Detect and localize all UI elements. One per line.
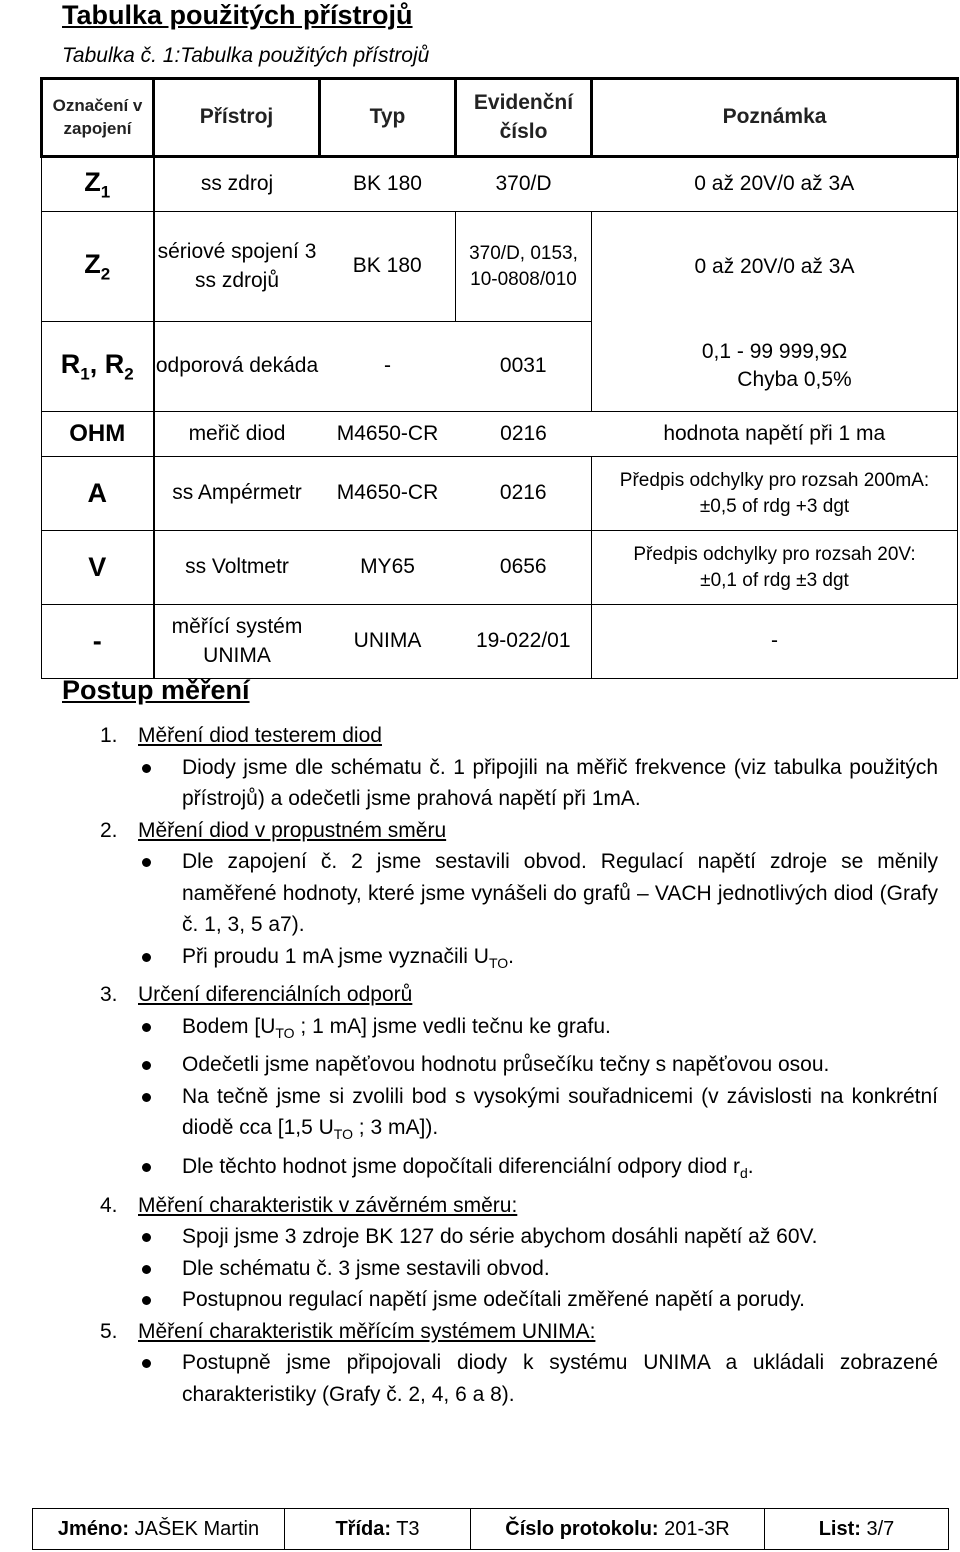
list-item bbox=[138, 1347, 938, 1410]
table-row bbox=[42, 531, 958, 605]
row-mark: - bbox=[42, 605, 154, 679]
table-row bbox=[42, 212, 958, 322]
bullet-icon bbox=[138, 1221, 182, 1253]
row-note: Předpis odchylky pro rozsah 20V: ±0,1 of rdg ±3 dgt bbox=[592, 531, 958, 605]
step-title: Měření diod testerem diod bbox=[138, 724, 382, 747]
row-type: BK 180 bbox=[320, 157, 456, 212]
row-note: 0 až 20V/0 až 3A bbox=[592, 157, 958, 212]
protocol-footer bbox=[32, 1508, 949, 1550]
row-evidence: 0216 bbox=[456, 457, 592, 531]
table-row bbox=[42, 322, 958, 412]
step-title: Měření diod v propustném směru bbox=[138, 818, 447, 842]
row-note: - bbox=[592, 605, 958, 679]
row-evidence: 370/D, 0153, 10-0808/010 bbox=[456, 212, 592, 322]
row-type: MY65 bbox=[320, 531, 456, 605]
step-title: Určení diferenciálních odporů bbox=[138, 983, 413, 1007]
row-mark: V bbox=[42, 531, 154, 605]
list-item-text: Spoji jsme 3 zdroje BK 127 do série abychom dosáhli napětí až 60V. bbox=[182, 1225, 818, 1249]
col-header-mark: Označení v zapojení bbox=[42, 79, 154, 157]
table-row bbox=[42, 457, 958, 531]
footer-protocol: Číslo protokolu: 201-3R bbox=[471, 1509, 765, 1550]
step-heading bbox=[100, 979, 938, 1011]
table-header-row bbox=[42, 79, 958, 157]
table-row bbox=[42, 412, 958, 457]
row-mark: $Z_1$ bbox=[42, 157, 154, 212]
row-evidence: 0216 bbox=[456, 412, 592, 457]
list-item-text: Dle těchto hodnot jsme dopočítali diferenciální odpory diod $r_d$. bbox=[182, 1155, 754, 1182]
row-device: ss Voltmetr bbox=[154, 531, 320, 605]
table-caption: Tabulka č. 1:Tabulka použitých přístrojů bbox=[62, 44, 430, 67]
row-type: UNIMA bbox=[320, 605, 456, 679]
col-header-type: Typ bbox=[320, 79, 456, 157]
bullet-icon bbox=[138, 752, 182, 815]
list-item-text: Odečetli jsme napěťovou hodnotu průsečíku tečny s napěťovou osou. bbox=[182, 1053, 830, 1077]
step-title: Měření charakteristik v závěrném směru: bbox=[138, 1193, 518, 1217]
bullet-icon bbox=[138, 1284, 182, 1316]
step-number: 5. bbox=[100, 1319, 118, 1343]
row-device: ss Ampérmetr bbox=[154, 457, 320, 531]
bullet-icon bbox=[138, 1011, 182, 1050]
row-device: sériové spojení 3 ss zdrojů bbox=[154, 212, 320, 322]
list-item bbox=[138, 846, 938, 941]
row-device: měřící systém UNIMA bbox=[154, 605, 320, 679]
procedure-steps bbox=[100, 720, 938, 1410]
bullet-icon bbox=[138, 941, 182, 980]
list-item bbox=[138, 1221, 938, 1253]
step-heading bbox=[100, 815, 938, 847]
bullet-icon bbox=[138, 1347, 182, 1410]
list-item bbox=[138, 1049, 938, 1081]
list-item bbox=[138, 941, 938, 980]
list-item-text: Postupnou regulací napětí jsme odečítali změřené napětí a porudy. bbox=[182, 1288, 805, 1312]
list-item-text: Dle zapojení č. 2 jsme sestavili obvod. Regulací napětí zdroje se měnily naměřené hodnoty, které jsme vynášeli do grafů – VACH jednotlivých diod (Grafy č. 1, 3, 5 a7). bbox=[182, 850, 938, 936]
procedure-heading: Postup měření bbox=[62, 675, 250, 705]
footer-sheet: List: 3/7 bbox=[765, 1509, 949, 1550]
col-header-evidence: Evidenční číslo bbox=[456, 79, 592, 157]
list-item bbox=[138, 752, 938, 815]
step-number: 1. bbox=[100, 724, 118, 747]
row-type: - bbox=[320, 322, 456, 412]
row-type: BK 180 bbox=[320, 212, 456, 322]
row-note: 0 až 20V/0 až 3A bbox=[592, 212, 958, 322]
list-item-text: Dle schématu č. 3 jsme sestavili obvod. bbox=[182, 1256, 550, 1280]
row-mark: $R_1$, $R_2$ bbox=[42, 322, 154, 412]
step-number: 2. bbox=[100, 818, 118, 842]
bullet-icon bbox=[138, 1049, 182, 1081]
page-heading: Tabulka použitých přístrojů bbox=[62, 0, 413, 30]
step-number: 4. bbox=[100, 1193, 118, 1217]
row-device: ss zdroj bbox=[154, 157, 320, 212]
bullet-icon bbox=[138, 1253, 182, 1285]
step-number: 3. bbox=[100, 983, 118, 1007]
row-note: 0,1 - 99 999,9Ω Chyba 0,5% bbox=[592, 322, 958, 412]
footer-class: Třída: T3 bbox=[285, 1509, 471, 1550]
row-evidence: 0031 bbox=[456, 322, 592, 412]
row-device: odporová dekáda bbox=[154, 322, 320, 412]
row-type: M4650-CR bbox=[320, 412, 456, 457]
list-item bbox=[138, 1011, 938, 1050]
list-item-text: Bodem [$U_{TO}$ ; 1 mA] jsme vedli tečnu ke grafu. bbox=[182, 1014, 611, 1041]
row-mark: A bbox=[42, 457, 154, 531]
list-item-text: Na tečně jsme si zvolili bod s vysokými souřadnicemi (v závislosti na konkrétní diodě cca [1,5 $U_{TO}$ ; 3 mA]). bbox=[182, 1084, 938, 1143]
row-evidence: 19-022/01 bbox=[456, 605, 592, 679]
table-row bbox=[42, 157, 958, 212]
row-mark: OHM bbox=[42, 412, 154, 457]
row-note: Předpis odchylky pro rozsah 200mA: ±0,5 of rdg +3 dgt bbox=[592, 457, 958, 531]
footer-name: Jméno: JAŠEK Martin bbox=[33, 1509, 285, 1550]
list-item bbox=[138, 1284, 938, 1316]
step-heading bbox=[100, 1316, 938, 1348]
row-type: M4650-CR bbox=[320, 457, 456, 531]
list-item bbox=[138, 1151, 938, 1190]
col-header-note: Poznámka bbox=[592, 79, 958, 157]
row-evidence: 370/D bbox=[456, 157, 592, 212]
step-title: Měření charakteristik měřícím systémem UNIMA: bbox=[138, 1319, 596, 1343]
list-item-text: Postupně jsme připojovali diody k systému UNIMA a ukládali zobrazené charakteristiky (Grafy č. 2, 4, 6 a 8). bbox=[182, 1351, 938, 1406]
bullet-icon bbox=[138, 1081, 182, 1151]
col-header-device: Přístroj bbox=[154, 79, 320, 157]
row-device: meřič diod bbox=[154, 412, 320, 457]
row-mark: $Z_2$ bbox=[42, 212, 154, 322]
list-item-text: Diody jsme dle schématu č. 1 připojili na měřič frekvence (viz tabulka použitých přístrojů) a odečetli jsme prahová napětí při 1mA. bbox=[182, 755, 938, 810]
row-evidence: 0656 bbox=[456, 531, 592, 605]
table-row bbox=[42, 605, 958, 679]
list-item-text: Při proudu 1 mA jsme vyznačili $U_{TO}$. bbox=[182, 944, 514, 971]
row-note: hodnota napětí při 1 ma bbox=[592, 412, 958, 457]
step-heading bbox=[100, 1190, 938, 1222]
bullet-icon bbox=[138, 1151, 182, 1190]
devices-table bbox=[40, 77, 959, 679]
step-heading bbox=[100, 720, 938, 752]
bullet-icon bbox=[138, 846, 182, 941]
list-item bbox=[138, 1253, 938, 1285]
list-item bbox=[138, 1081, 938, 1151]
